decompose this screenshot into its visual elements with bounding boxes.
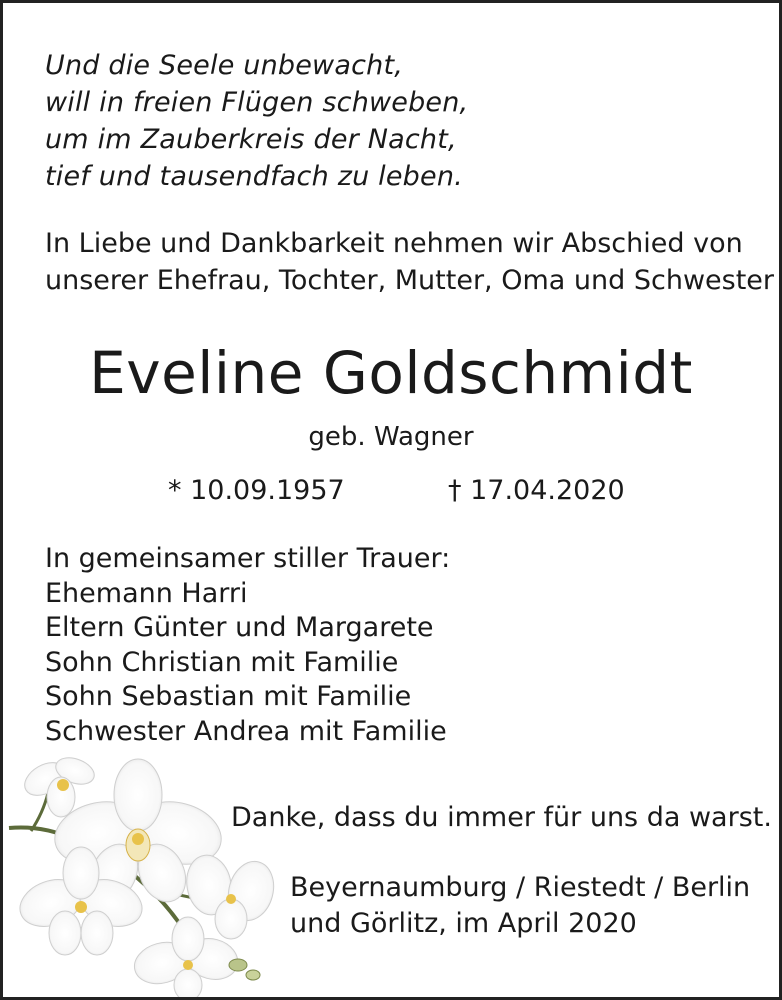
birth-date: * 10.09.1957 (168, 475, 345, 506)
poem (45, 47, 468, 195)
intro-line: In Liebe und Dankbarkeit nehmen wir Abschied von (45, 228, 743, 259)
deceased-name: Eveline Goldschmidt (89, 339, 693, 407)
intro-text (45, 225, 774, 299)
mourners-heading: In gemeinsamer stiller Trauer: (45, 543, 451, 574)
mourner-item: Eltern Günter und Margarete (45, 612, 434, 643)
place-line: und Görlitz, im April 2020 (290, 908, 637, 939)
birth-name: geb. Wagner (308, 422, 474, 452)
poem-line: um im Zauberkreis der Nacht, (45, 124, 457, 155)
poem-line: tief und tausendfach zu leben. (45, 161, 463, 192)
place-line: Beyernaumburg / Riestedt / Berlin (290, 872, 751, 903)
mourner-item: Ehemann Harri (45, 577, 248, 609)
place-date (290, 870, 750, 942)
mourner-item: Schwester Andrea mit Familie (45, 715, 447, 747)
poem-line: Und die Seele unbewacht, (45, 50, 404, 81)
mourner-item: Sohn Christian mit Familie (45, 646, 399, 678)
mourners-list (45, 542, 450, 749)
mourner-item: Sohn Sebastian mit Familie (45, 681, 412, 712)
intro-line: unserer Ehefrau, Tochter, Mutter, Oma und Schwester (45, 265, 774, 296)
death-date: † 17.04.2020 (448, 475, 625, 506)
thanks-text: Danke, dass du immer für uns da warst. (231, 802, 772, 833)
poem-line: will in freien Flügen schweben, (45, 87, 469, 118)
white-orchid-branch-icon (3, 753, 303, 998)
